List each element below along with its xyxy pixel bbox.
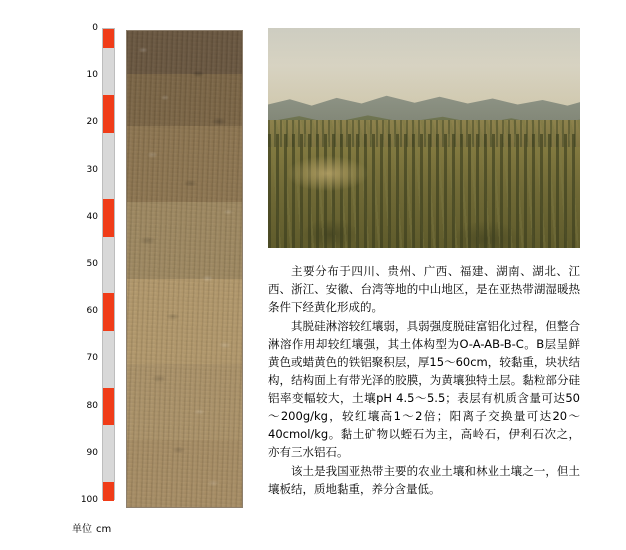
photo-color-cast <box>268 28 580 248</box>
depth-scale-segment <box>103 293 114 331</box>
paragraph-distribution: 主要分布于四川、贵州、广西、福建、湖南、湖北、江西、浙江、安徽、台湾等地的中山地区，是在亚热带湖湿暖热条件下经黄化形成的。 <box>268 264 580 314</box>
unit-cm: cm <box>96 524 112 535</box>
depth-scale-bar <box>102 28 115 500</box>
depth-tick-label: 0 <box>92 23 98 33</box>
soil-profile-photo <box>126 30 243 508</box>
depth-tick-label: 90 <box>86 447 98 458</box>
depth-tick-label: 10 <box>86 70 98 81</box>
depth-scale-segment <box>103 29 114 48</box>
body-text <box>268 262 580 499</box>
depth-tick-label: 70 <box>86 353 98 364</box>
depth-tick-label: 80 <box>86 400 98 411</box>
depth-scale-segment <box>103 199 114 237</box>
depth-scale-unit <box>72 520 111 535</box>
depth-scale-segment <box>103 388 114 426</box>
depth-tick-label: 100 <box>80 495 98 505</box>
depth-scale-segment <box>103 482 114 501</box>
landscape-photo <box>268 28 580 248</box>
depth-tick-label: 60 <box>86 306 98 317</box>
soil-streak-overlay <box>127 31 242 507</box>
depth-tick-label: 50 <box>86 259 98 269</box>
unit-text: 单位 <box>72 524 92 535</box>
paragraph-properties: 其脱硅淋溶较红壤弱，具弱强度脱硅富铝化过程，但整合淋溶作用却较红壤强，其土体构型为O-A-AB-B-C。B层呈鲜黄色或蜡黄色的铁铝聚积层，厚15～60cm，较黏重，块状结构，结构面上有带光泽的胶膜，为黄壤独特土层。黏粒部分硅铝率变幅较大，土壤pH 4.5～5.5；表层有机质含量可达50～200g/kg，较红壤高1～2倍；阳离子交换量可达20～40cmol/kg。黏土矿物以蛭石为主，高岭石，伊利石次之，亦有三水铝石。 <box>268 319 580 459</box>
depth-tick-label: 30 <box>86 164 98 175</box>
depth-tick-label: 20 <box>86 117 98 128</box>
paragraph-usage: 该土是我国亚热带主要的农业土壤和林业土壤之一，但土壤板结，质地黏重，养分含量低。 <box>268 464 580 496</box>
depth-scale <box>72 23 124 508</box>
depth-scale-segment <box>103 95 114 133</box>
depth-tick-label: 40 <box>86 211 98 222</box>
